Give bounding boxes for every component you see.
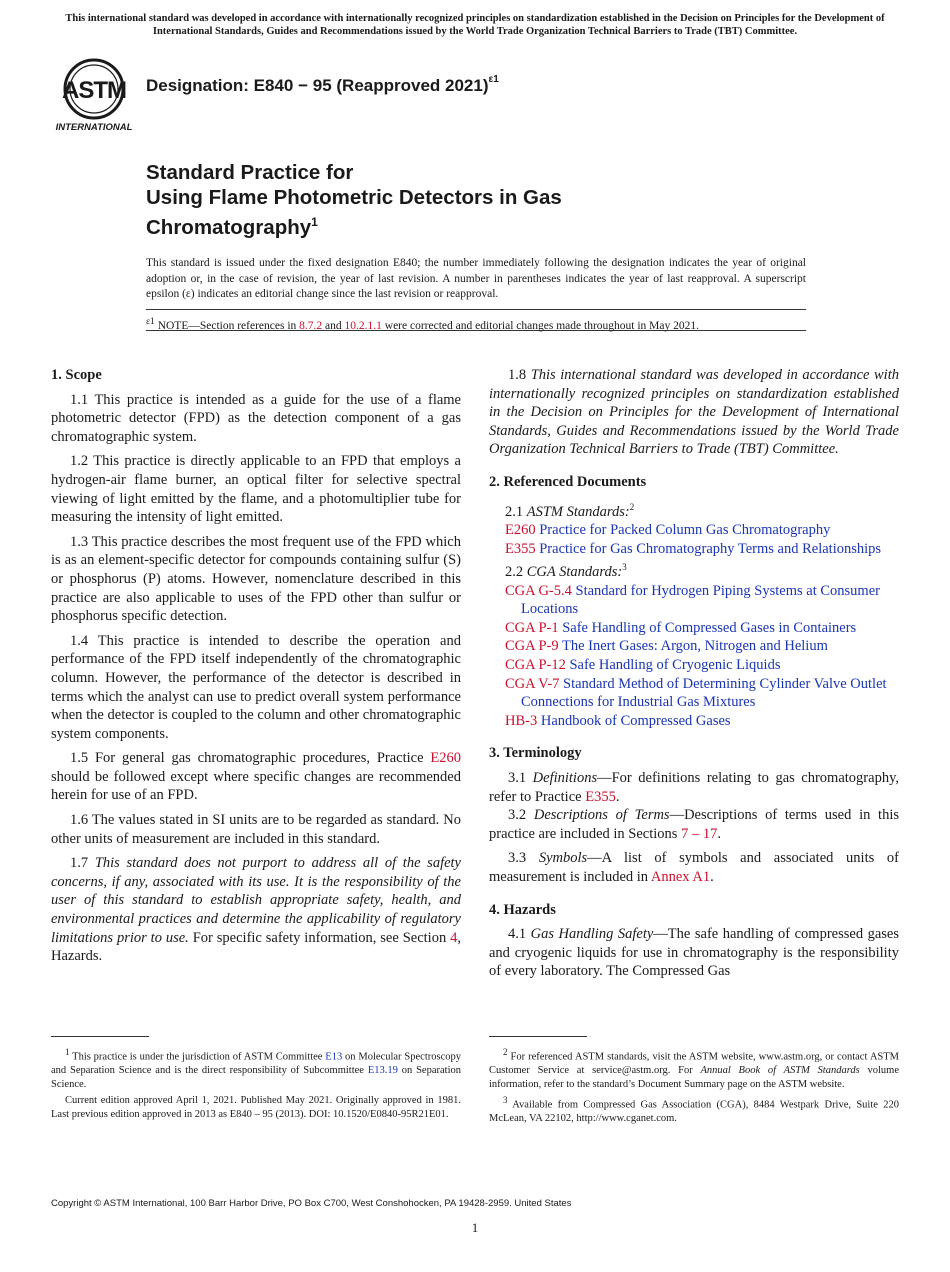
ref-cga-p-12[interactable]: CGA P-12 Safe Handling of Cryogenic Liquids	[505, 656, 781, 673]
footnotes-left	[51, 1046, 461, 1124]
designation	[146, 76, 499, 96]
para-1-2: 1.2 This practice is directly applicable to an FPD that employs a hydrogen-air flame burner, an optical filter for selective spectral viewing of light emitted by the flame, and a photomultiplier tube for measuring the intensity of light emitted.	[51, 453, 461, 526]
page-number: 1	[471, 1220, 479, 1235]
link-e13-19[interactable]: E13.19	[367, 1065, 398, 1076]
footnote-3: $^3$ Available from Compressed Gas Association (CGA), 8484 Westpark Drive, Suite 220 McLean, VA 22102, http://www.cganet.com.	[489, 1095, 899, 1124]
ref-cga-v-7[interactable]: CGA V-7 Standard Method of Determining Cylinder Valve Outlet Connections for Industrial Gas Mixtures	[505, 675, 887, 711]
section-terminology-heading: 3. Terminology	[489, 745, 582, 762]
link-sections-7-17[interactable]: 7 – 17	[681, 825, 718, 842]
link-e260[interactable]: E260	[430, 750, 461, 767]
para-3-2: 3.2 Descriptions of Terms—Descriptions of terms used in this practice are included in Sections 7 – 17.	[489, 807, 900, 842]
note-bottom-rule	[146, 330, 806, 331]
para-3-3: 3.3 Symbols—A list of symbols and associated units of measurement is included in Annex A1.	[489, 850, 900, 885]
cga-standards-label: 2.2 CGA Standards:$^3$	[505, 562, 627, 580]
left-column	[51, 366, 461, 972]
international-standard-notice: This international standard was developed in accordance with internationally recognized principles on standardization established in the Decision on Principles for the Development of International Standards, Guides and Recommendations issued by the World Trade Organization Technical Barriers to Trade (TBT) Committee.	[65, 13, 885, 37]
footnote-1-edition: Current edition approved April 1, 2021. Published May 2021. Originally approved in 1981. Last previous edition approved in 2013 as E840 – 95 (2013). DOI: 10.1520/E0840-95R21E01.	[51, 1095, 461, 1120]
logo-subtext: INTERNATIONAL	[55, 122, 133, 133]
para-1-7: 1.7 This standard does not purport to address all of the safety concerns, if any, associated with its use. It is the responsibility of the user of this standard to establish appropriate safety, health, and environmental practices and determine the applicability of regulatory limitations prior to use. For specific safety information, see Section 4, Hazards.	[51, 855, 461, 965]
section-scope-heading: 1. Scope	[51, 367, 102, 383]
ref-cga-g-5-4[interactable]: CGA G-5.4 Standard for Hydrogen Piping Systems at Consumer Locations	[505, 582, 880, 618]
para-1-6: 1.6 The values stated in SI units are to be regarded as standard. No other units of measurement are included in this standard.	[51, 812, 461, 847]
para-1-3: 1.3 This practice describes the most frequent use of the FPD which is as an element-specific detector for compounds containing sulfur (S) or phosphorus (P) atoms. However, nomenclature described in this practice are also applicable to uses of the FPD other than sulfur or phosphorus specific detection.	[51, 533, 461, 625]
designation-epsilon: ε1	[488, 74, 499, 86]
title-line-2: Using Flame Photometric Detectors in Gas	[146, 186, 562, 209]
link-section-4[interactable]: 4	[450, 929, 458, 946]
para-1-5: 1.5 For general gas chromatographic procedures, Practice E260 should be followed except where specific changes are recommended herein for use of an FPD.	[51, 750, 461, 804]
editorial-note: $^{\varepsilon 1}$ NOTE—Section references in 8.7.2 and 10.2.1.1 were corrected and editorial changes made throughout in May 2021.	[146, 316, 699, 332]
title-footnote-marker: 1	[311, 215, 318, 229]
link-annex-a1[interactable]: Annex A1	[650, 868, 711, 885]
document-title	[146, 160, 562, 240]
ref-hb-3[interactable]: HB-3 Handbook of Compressed Gases	[505, 712, 731, 729]
ref-e260[interactable]: E260 Practice for Packed Column Gas Chromatography	[505, 521, 831, 538]
issuance-statement: This standard is issued under the fixed designation E840; the number immediately following the designation indicates the year of original adoption or, in the case of revision, the year of last revision. A number in parentheses indicates the year of last reapproval. A superscript epsilon (ε) indicates an editorial change since the last revision or reapproval.	[146, 257, 806, 300]
footnote-1: $^1$ This practice is under the jurisdiction of ASTM Committee E13 on Molecular Spectroscopy and Separation Science and is the direct responsibility of Subcommittee E13.19 on Separation Science.	[51, 1047, 461, 1090]
designation-text: Designation: E840 − 95 (Reapproved 2021)	[146, 76, 489, 95]
para-1-8: 1.8 This international standard was developed in accordance with internationally recognized principles on standardization established in the Decision on Principles for the Development of International Standards, Guides and Recommendations issued by the World Trade Organization Technical Barriers to Trade (TBT) Committee.	[489, 367, 899, 458]
link-e355[interactable]: E355	[585, 788, 616, 805]
para-1-4: 1.4 This practice is intended to describe the operation and performance of the FPD itself independently of the chromatographic column. However, the performance of the detector is described in terms which the analyst can use to predict overall system performance when the detector is coupled to the column and other chromatographic system components.	[51, 632, 461, 742]
note-ref-8-7-2[interactable]: 8.7.2	[299, 319, 323, 332]
note-ref-10-2-1-1[interactable]: 10.2.1.1	[344, 319, 382, 332]
para-1-1: 1.1 This practice is intended as a guide for the use of a flame photometric detector (FPD) as the detection component of a gas chromatographic system.	[51, 391, 461, 445]
para-3-1: 3.1 Definitions—For definitions relating to gas chromatography, refer to Practice E355.	[489, 769, 900, 805]
astm-logo	[52, 56, 136, 134]
link-e13[interactable]: E13	[325, 1051, 343, 1063]
astm-standards-label: 2.1 ASTM Standards:$^2$	[505, 501, 635, 520]
title-line-3: Chromatography$^1$	[146, 215, 318, 239]
title-line-1: Standard Practice for	[146, 161, 354, 184]
section-referenced-heading: 2. Referenced Documents	[489, 473, 647, 490]
copyright-notice: Copyright © ASTM International, 100 Barr Harbor Drive, PO Box C700, West Conshohocken, PA 19428-2959. United States	[51, 1198, 572, 1209]
footnote-rule-right	[489, 1036, 587, 1037]
footnote-rule-left	[51, 1036, 149, 1037]
ref-e355[interactable]: E355 Practice for Gas Chromatography Terms and Relationships	[505, 540, 882, 557]
note-top-rule	[146, 309, 806, 310]
section-hazards-heading: 4. Hazards	[489, 901, 556, 918]
astm-logo-graphic	[52, 56, 136, 134]
right-column	[489, 366, 899, 987]
para-4-1: 4.1 Gas Handling Safety—The safe handling of compressed gases and cryogenic liquids for use in chromatography is the responsibility of every laboratory. The Compressed Gas	[489, 926, 899, 980]
ref-cga-p-9[interactable]: CGA P-9 The Inert Gases: Argon, Nitrogen and Helium	[505, 638, 828, 655]
footnotes-right	[489, 1046, 899, 1129]
ref-cga-p-1[interactable]: CGA P-1 Safe Handling of Compressed Gases in Containers	[505, 619, 857, 636]
logo-letters: ASTM	[62, 77, 126, 104]
footnote-2: $^2$ For referenced ASTM standards, visit the ASTM website, www.astm.org, or contact ASTM Customer Service at service@astm.org. For Annual Book of ASTM Standards volume information, refer to the standard’s Document Summary page on the ASTM website.	[489, 1047, 899, 1090]
